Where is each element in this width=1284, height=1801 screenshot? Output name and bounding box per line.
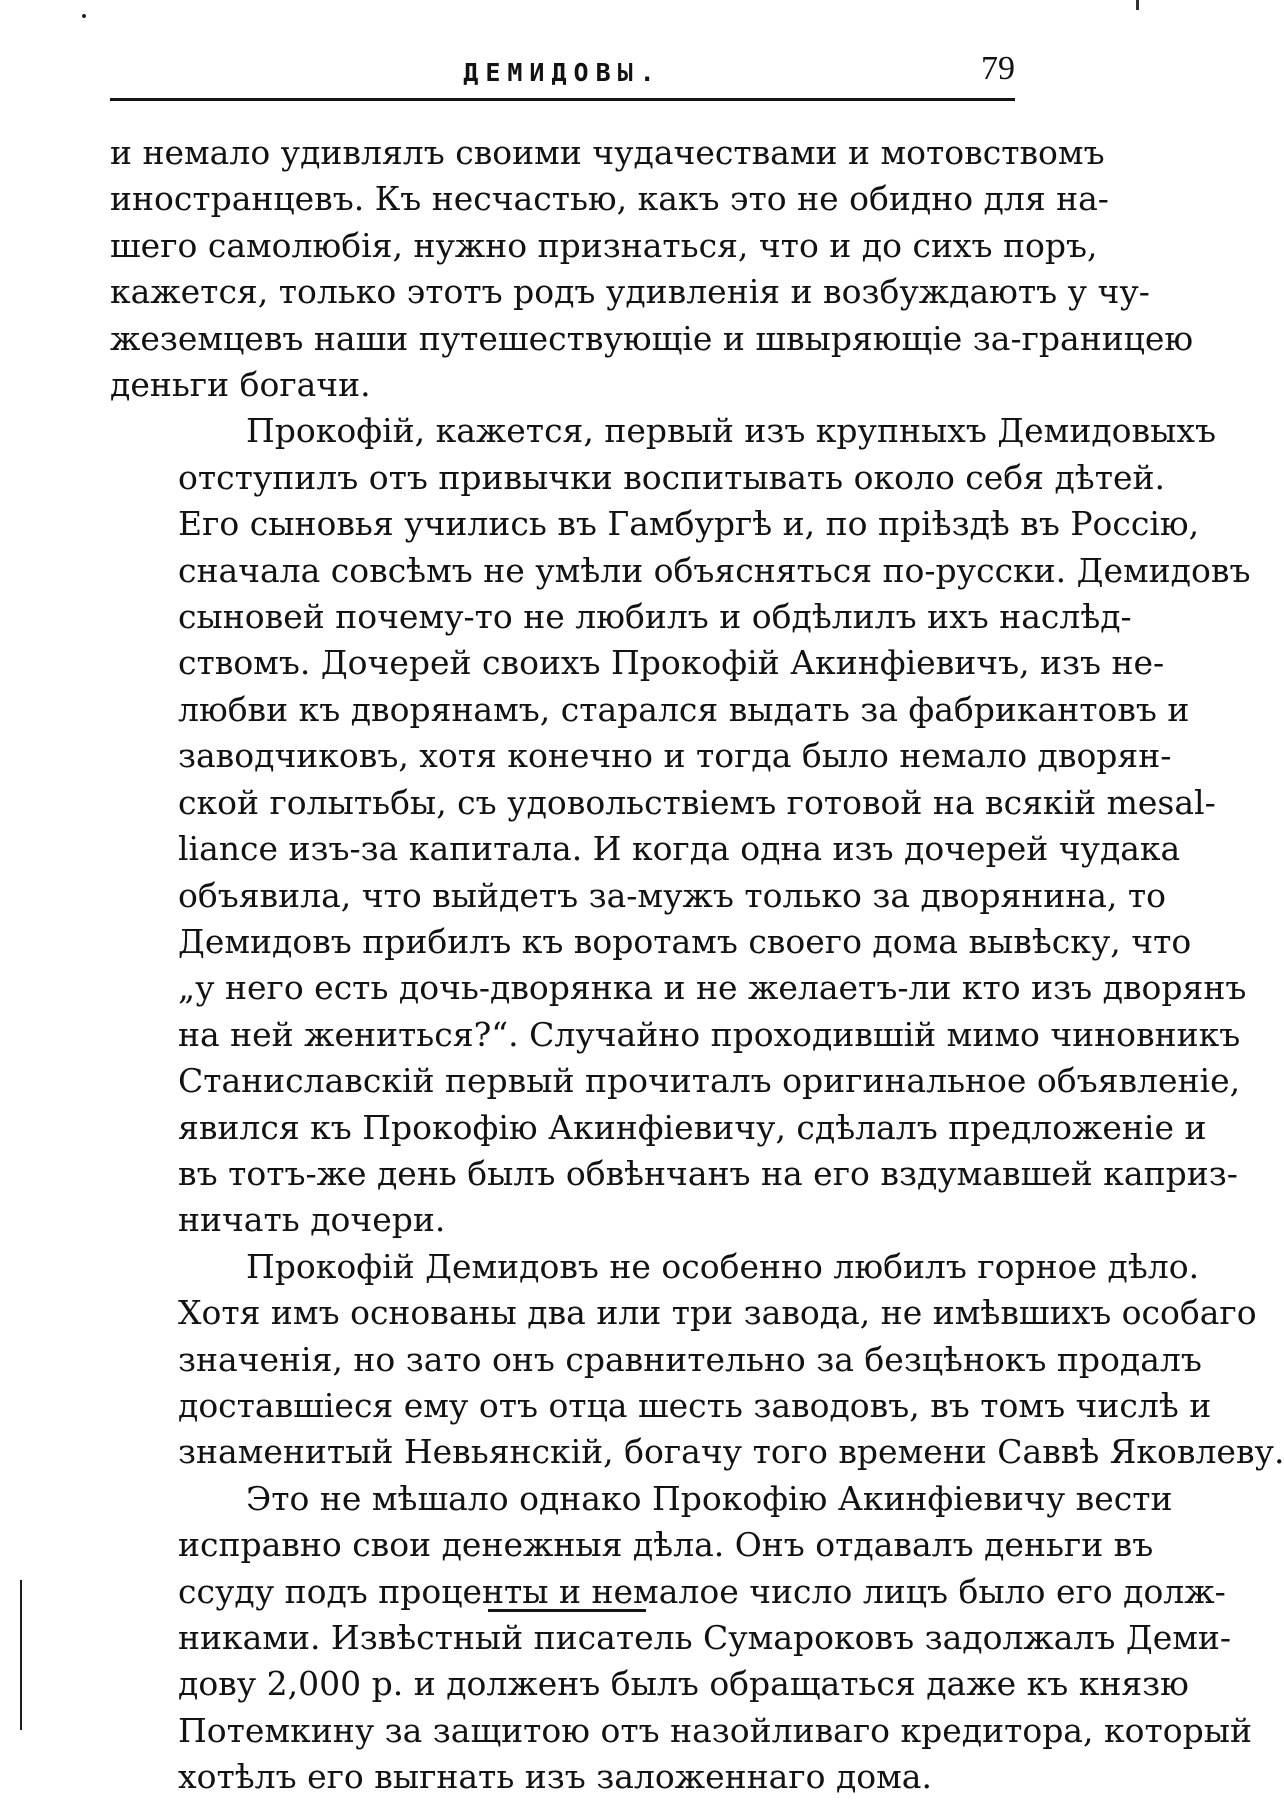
text-line: ничать дочери. — [178, 1200, 446, 1240]
text-line: Это не мѣшало однако Прокофію Акинфіевичу вести — [246, 1478, 1173, 1518]
scan-speck — [82, 14, 86, 18]
text-line: деньги богачи. — [110, 365, 371, 405]
text-line: исправно свои денежныя дѣла. Онъ отдавалъ деньги въ — [178, 1525, 1154, 1565]
text-line: Прокофій, кажется, первый изъ крупныхъ Демидовыхъ — [246, 411, 1216, 451]
text-line: дову 2,000 р. и долженъ былъ обращаться даже къ князю — [178, 1664, 1189, 1704]
text-line: сыновей почему-то не любилъ и обдѣлилъ ихъ наслѣд- — [178, 597, 1132, 637]
paragraph — [110, 1476, 1252, 1801]
page-header — [110, 52, 1015, 101]
page-number: 79 — [981, 50, 1015, 87]
paragraph — [110, 408, 1251, 1243]
text-line: хотѣлъ его выгнать изъ заложеннаго дома. — [178, 1757, 932, 1797]
text-line: liance изъ-за капитала. И когда одна изъ дочерей чудака — [178, 829, 1181, 869]
text-line: Демидовъ прибилъ къ воротамъ своего дома вывѣску, что — [178, 921, 1192, 961]
text-line: жеземцевъ наши путешествующіе и швыряющіе за-границею — [110, 318, 1194, 358]
text-line: явился къ Прокофію Акинфіевичу, сдѣлалъ предложеніе и — [178, 1107, 1207, 1147]
text-line: отступилъ отъ привычки воспитывать около себя дѣтей. — [178, 457, 1165, 497]
text-line: знаменитый Невьянскій, богачу того времени Саввѣ Яковлеву. — [178, 1432, 1284, 1472]
text-line: иностранцевъ. Къ несчастью, какъ это не обидно для на- — [110, 179, 1109, 219]
text-line: Станиславскій первый прочиталъ оригинальное объявленіе, — [178, 1061, 1241, 1101]
text-line: ссуду подъ проценты и немалое число лицъ было его долж- — [178, 1571, 1226, 1611]
text-line: ской голытьбы, съ удовольствіемъ готовой на всякій mesal- — [178, 782, 1216, 822]
text-line: Прокофій Демидовъ не особенно любилъ горное дѣло. — [246, 1246, 1200, 1286]
scan-margin-line — [20, 1580, 22, 1730]
text-line: ствомъ. Дочерей своихъ Прокофій Акинфіевичъ, изъ не- — [178, 643, 1165, 683]
text-line: въ тотъ-же день былъ обвѣнчанъ на его вздумавшей каприз- — [178, 1153, 1238, 1193]
text-line: на ней жениться?“. Случайно проходившій мимо чиновникъ — [178, 1014, 1241, 1054]
text-line: Его сыновья учились въ Гамбургѣ и, по пріѣздѣ въ Россію, — [178, 504, 1200, 544]
text-line: доставшіеся ему отъ отца шесть заводовъ, въ томъ числѣ и — [178, 1385, 1212, 1425]
text-line: сначала совсѣмъ не умѣли объясняться по-русски. Демидовъ — [178, 550, 1251, 590]
text-line: „у него есть дочь-дворянка и не желаетъ-ли кто изъ дворянъ — [178, 968, 1247, 1008]
text-line: Потемкину за защитою отъ назойливаго кредитора, который — [178, 1710, 1252, 1750]
text-line: заводчиковъ, хотя конечно и тогда было немало дворян- — [178, 736, 1172, 776]
text-line: и немало удивлялъ своими чудачествами и мотовствомъ — [110, 133, 1105, 172]
text-line: объявила, что выйдетъ за-мужъ только за дворянина, то — [178, 875, 1167, 915]
text-line: значенія, но зато онъ сравнительно за безцѣнокъ продалъ — [178, 1339, 1202, 1379]
text-line: Хотя имъ основаны два или три завода, не имѣвшихъ особаго — [178, 1293, 1257, 1333]
paragraph — [110, 130, 1194, 408]
scan-edge-mark — [1136, 0, 1139, 10]
body-text — [110, 130, 1284, 1801]
text-line: кажется, только этотъ родъ удивленія и возбуждаютъ у чу- — [110, 272, 1150, 312]
closing-rule — [488, 1609, 646, 1612]
running-title: ДЕМИДОВЫ. — [463, 58, 662, 87]
text-line: шего самолюбія, нужно признаться, что и до сихъ поръ, — [110, 225, 1098, 265]
text-line: любви къ дворянамъ, старался выдать за фабрикантовъ и — [178, 689, 1190, 729]
paragraph — [110, 1244, 1284, 1476]
text-line: никами. Извѣстный писатель Сумароковъ задолжалъ Деми- — [178, 1618, 1232, 1657]
